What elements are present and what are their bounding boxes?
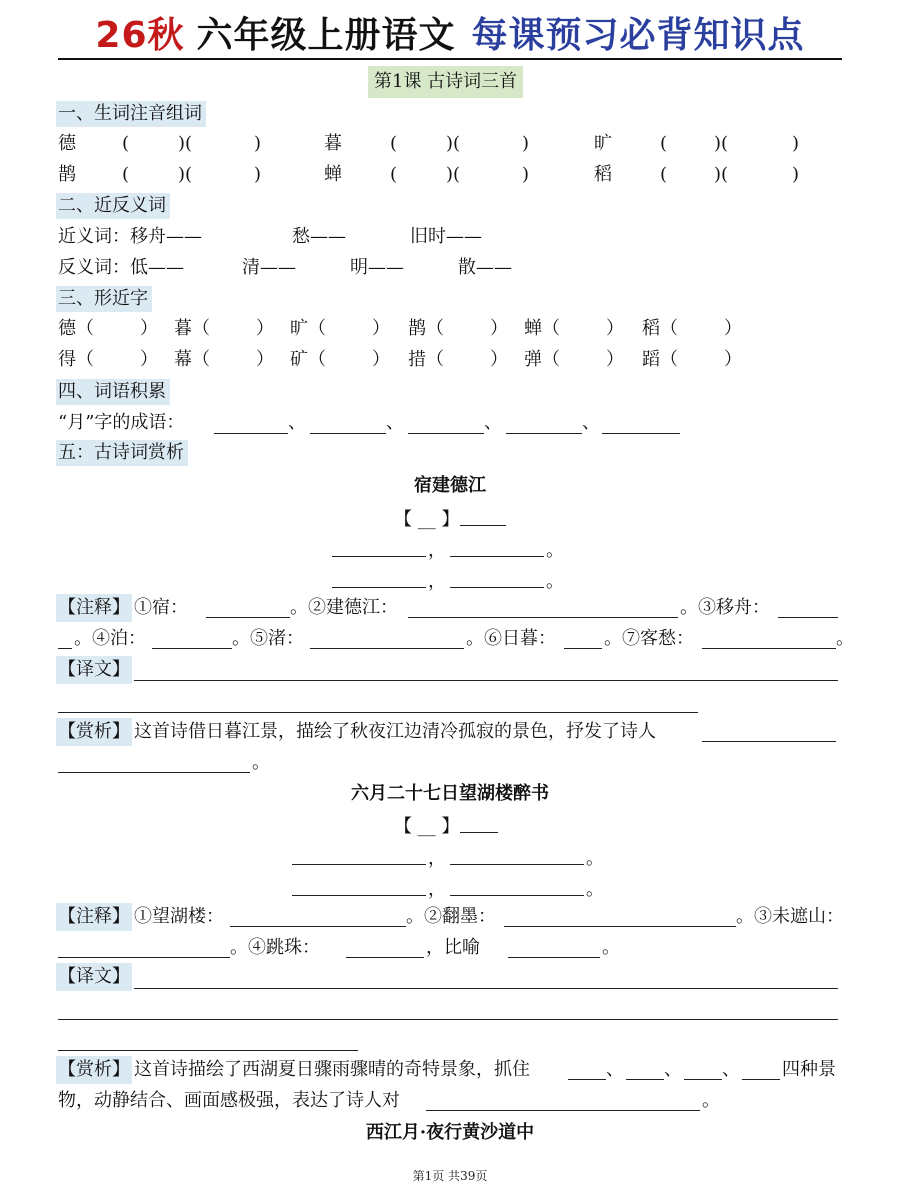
note-blank[interactable] (346, 957, 424, 958)
char-mu: 暮 (324, 133, 342, 154)
antonym-item: 散—— (458, 257, 512, 278)
paren-close: ） (372, 318, 390, 339)
poem2-author-brackets: 【 __ 】 (394, 816, 460, 837)
note-item: ①宿： (134, 597, 188, 618)
header-subtitle: 每课预习必背知识点 (471, 15, 805, 56)
header-season: 26秋 (95, 15, 185, 56)
header-grade: 六年级上册语文 (196, 15, 456, 56)
similar-char: 幕（ (174, 349, 210, 370)
note-blank[interactable] (310, 648, 464, 649)
separator: 、 (606, 1059, 624, 1080)
note-item: ①望湖楼： (134, 906, 224, 927)
poem2-appreciation-text2: 物，动静结合、画面感极强，表达了诗人对 (58, 1090, 400, 1111)
appreciation-blank[interactable] (742, 1079, 780, 1080)
note-blank[interactable] (230, 926, 406, 927)
section3-title: 三、形近字 (56, 286, 152, 312)
poem2-line-blank[interactable] (450, 864, 584, 865)
paren-mid: )( (714, 164, 729, 185)
poem1-author-brackets: 【 __ 】 (394, 509, 460, 530)
synonym-item: 愁—— (292, 226, 346, 247)
similar-char: 蹈（ (642, 349, 678, 370)
section4-title: 四、词语积累 (56, 379, 170, 405)
synonym-item: 近义词：移舟—— (58, 226, 202, 247)
similar-char: 得（ (58, 349, 94, 370)
paren-close: ) (792, 164, 800, 185)
note-blank[interactable] (58, 648, 72, 649)
appreciation-blank[interactable] (684, 1079, 722, 1080)
paren-close: ) (522, 133, 530, 154)
idiom-prompt: “月”字的成语： (58, 412, 185, 433)
poem2-author-blank[interactable] (460, 832, 498, 833)
appreciation-blank[interactable] (426, 1110, 700, 1111)
paren-open: ( (390, 164, 398, 185)
paren-close: ） (724, 318, 742, 339)
paren-mid: )( (178, 164, 193, 185)
separator: 、 (664, 1059, 682, 1080)
appreciation-text-mid: 四种景 (782, 1059, 836, 1080)
appreciation-blank[interactable] (58, 772, 250, 773)
separator: 、 (722, 1059, 740, 1080)
note-item: 。③移舟： (680, 597, 770, 618)
section2-title: 二、近反义词 (56, 193, 170, 219)
poem1-line-blank[interactable] (450, 587, 544, 588)
poem1-title: 宿建德江 (414, 475, 486, 496)
char-kuang: 旷 (594, 133, 612, 154)
note-blank[interactable] (408, 617, 678, 618)
similar-char: 矿（ (290, 349, 326, 370)
char-de: 德 (58, 133, 76, 154)
idiom-blank[interactable] (602, 433, 680, 434)
note-item: 。②翻墨： (406, 906, 496, 927)
similar-char: 旷（ (290, 318, 326, 339)
note-blank[interactable] (778, 617, 838, 618)
poem2-title: 六月二十七日望湖楼醉书 (351, 783, 549, 804)
similar-char: 稻（ (642, 318, 678, 339)
comma: ， (428, 879, 446, 900)
translation-line[interactable] (58, 712, 698, 713)
idiom-blank[interactable] (310, 433, 386, 434)
poem2-appreciation-text: 这首诗描绘了西湖夏日骤雨骤晴的奇特景象，抓住 (134, 1059, 530, 1080)
paren-close: ） (606, 318, 624, 339)
paren-open: ( (122, 133, 130, 154)
similar-char: 鹊（ (408, 318, 444, 339)
comma: ， (428, 848, 446, 869)
paren-open: ( (660, 164, 668, 185)
note-item: ，比喻 (426, 937, 480, 958)
separator: 、 (386, 412, 404, 433)
period: 。 (546, 540, 564, 561)
idiom-blank[interactable] (506, 433, 582, 434)
paren-close: ) (254, 164, 262, 185)
poem1-appreciation-text: 这首诗借日暮江景，描绘了秋夜江边清冷孤寂的景色，抒发了诗人 (134, 721, 656, 742)
note-blank[interactable] (702, 648, 836, 649)
poem2-notes-tag: 【注释】 (56, 903, 132, 931)
comma: ， (428, 571, 446, 592)
note-blank[interactable] (564, 648, 602, 649)
period: 。 (702, 1090, 720, 1111)
note-item: 。③未遮山： (736, 906, 844, 927)
antonym-item: 反义词：低—— (58, 257, 184, 278)
poem1-notes-tag: 【注释】 (56, 594, 132, 622)
separator: 、 (484, 412, 502, 433)
note-blank[interactable] (504, 926, 736, 927)
paren-close: ） (490, 318, 508, 339)
antonym-item: 清—— (242, 257, 296, 278)
page-number: 第1页 共39页 (412, 1169, 488, 1183)
note-item: 。④泊： (74, 628, 146, 649)
similar-char: 措（ (408, 349, 444, 370)
paren-open: ( (390, 133, 398, 154)
char-dao: 稻 (594, 164, 612, 185)
paren-close: ） (256, 318, 274, 339)
note-item: 。⑥日暮： (466, 628, 556, 649)
appreciation-blank[interactable] (568, 1079, 606, 1080)
translation-line[interactable] (58, 1019, 838, 1020)
note-item: 。⑤渚： (232, 628, 304, 649)
paren-close: ） (140, 318, 158, 339)
appreciation-blank[interactable] (702, 741, 836, 742)
similar-char: 弹（ (524, 349, 560, 370)
section5-title: 五：古诗词赏析 (56, 440, 188, 466)
poem1-author-blank[interactable] (460, 525, 506, 526)
header-divider (58, 58, 842, 60)
poem2-appreciation-tag: 【赏析】 (56, 1056, 132, 1084)
idiom-blank[interactable] (214, 433, 288, 434)
note-item: 。⑦客愁： (604, 628, 694, 649)
poem2-translation-tag: 【译文】 (56, 963, 132, 991)
period: 。 (602, 937, 620, 958)
paren-close: ) (792, 133, 800, 154)
antonym-item: 明—— (350, 257, 404, 278)
poem2-line-blank[interactable] (292, 864, 426, 865)
paren-close: ) (522, 164, 530, 185)
note-blank[interactable] (206, 617, 290, 618)
paren-close: ） (490, 349, 508, 370)
poem3-title: 西江月·夜行黄沙道中 (365, 1122, 535, 1143)
section1-title: 一、生词注音组词 (56, 101, 206, 127)
paren-close: ） (140, 349, 158, 370)
translation-line[interactable] (134, 988, 838, 989)
poem1-line-blank[interactable] (450, 556, 544, 557)
separator: 、 (288, 412, 306, 433)
translation-line[interactable] (134, 680, 838, 681)
period: 。 (836, 628, 854, 649)
translation-line[interactable] (58, 1050, 358, 1051)
page-header (0, 12, 900, 60)
paren-close: ） (372, 349, 390, 370)
note-item: 。④跳珠： (230, 937, 320, 958)
appreciation-blank[interactable] (626, 1079, 664, 1080)
poem1-appreciation-tag: 【赏析】 (56, 718, 132, 746)
similar-char: 暮（ (174, 318, 210, 339)
paren-mid: )( (446, 164, 461, 185)
note-blank[interactable] (152, 648, 232, 649)
note-blank[interactable] (58, 957, 230, 958)
similar-char: 德（ (58, 318, 94, 339)
similar-char: 蝉（ (524, 318, 560, 339)
synonym-item: 旧时—— (410, 226, 482, 247)
period: 。 (252, 752, 270, 773)
paren-close: ） (724, 349, 742, 370)
poem1-line-blank[interactable] (332, 587, 426, 588)
paren-open: ( (660, 133, 668, 154)
paren-close: ） (256, 349, 274, 370)
period: 。 (586, 848, 604, 869)
poem2-line-blank[interactable] (450, 895, 584, 896)
idiom-blank[interactable] (408, 433, 484, 434)
paren-mid: )( (178, 133, 193, 154)
poem1-line-blank[interactable] (332, 556, 426, 557)
period: 。 (586, 879, 604, 900)
paren-open: ( (122, 164, 130, 185)
period: 。 (546, 571, 564, 592)
char-que: 鹊 (58, 164, 76, 185)
char-chan: 蝉 (324, 164, 342, 185)
paren-mid: )( (446, 133, 461, 154)
lesson-title: 第1课 古诗词三首 (368, 66, 523, 98)
note-blank[interactable] (508, 957, 600, 958)
note-item: 。②建德江： (290, 597, 398, 618)
comma: ， (428, 540, 446, 561)
paren-mid: )( (714, 133, 729, 154)
separator: 、 (582, 412, 600, 433)
paren-close: ） (606, 349, 624, 370)
poem2-line-blank[interactable] (292, 895, 426, 896)
paren-close: ) (254, 133, 262, 154)
poem1-translation-tag: 【译文】 (56, 656, 132, 684)
